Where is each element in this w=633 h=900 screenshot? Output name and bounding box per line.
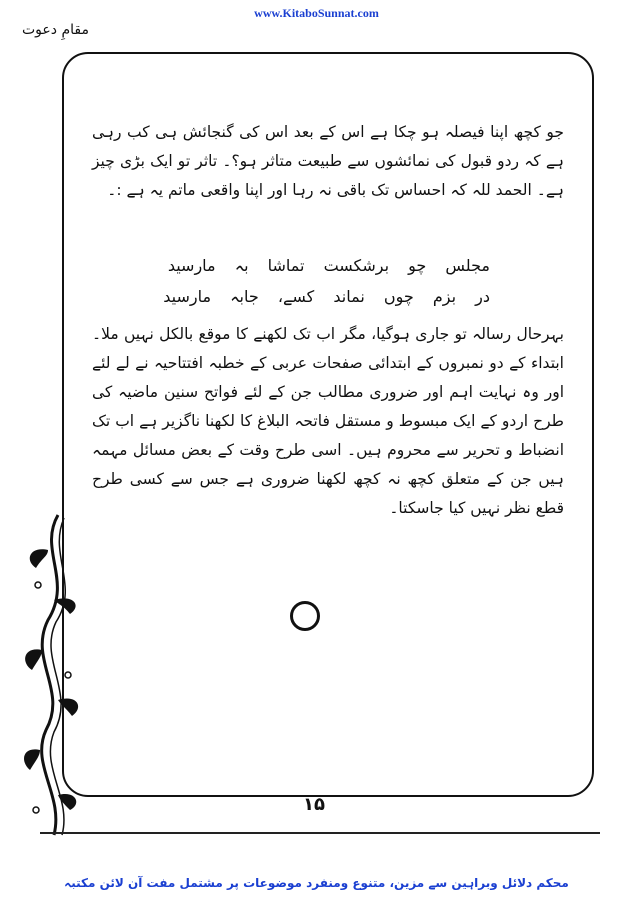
paragraph-1: جو کچھ اپنا فیصلہ ہو چکا ہے اس کے بعد اس کی گنجائش ہی کب رہی ہے کہ ردو قبول کی نمائشوں سے طبیعت متاثر ہو؟۔ تاثر تو ایک بڑی چیز ہے۔ الحمد للہ کہ احساس تک باقی نہ رہا اور اپنا واقعی ماتم یہ ہے :۔ [92, 123, 564, 199]
footer-library-text: محکم دلائل وبراہین سے مزین، متنوع ومنفرد موضوعات پر مشتمل مفت آن لائن مکتبہ [64, 876, 569, 890]
floral-vine-ornament [18, 510, 90, 840]
section-end-circle-icon [290, 601, 320, 631]
bottom-divider-line [40, 832, 600, 834]
verse-line-2: در بزم چوں نماند کسے، جابہ مارسید [163, 287, 490, 306]
paragraph-2: بہرحال رسالہ تو جاری ہوگیا، مگر اب تک لکھنے کا موقع بالکل نہیں ملا۔ ابتداء کے دو نمبروں کے ابتدائی صفحات عربی کے خطبہ افتتاحیہ نے لے لئے اور وہ نہایت اہم اور ضروری مطالب جن کے لئے فواتح سنین ماضیہ کی طرح اردو کے ایک مبسوط و مستقل فاتحہ البلاغ کا لکھنا ناگزیر ہے اب تک انضباط و تحریر سے محروم ہیں۔ اسی طرح وقت کے بعض مسائل مہمہ ہیں جن کے متعلق کچھ نہ کچھ لکھنا ضروری ہے جس سے کسی طرح قطع نظر نہیں کیا جاسکتا۔ [92, 325, 564, 517]
page-number: ۱۵ [303, 794, 325, 815]
verse-line-1: مجلس چو برشکست تماشا بہ مارسید [167, 256, 490, 275]
running-header-title: مقامِ دعوت [22, 22, 89, 38]
site-url-link[interactable]: www.KitaboSunnat.com [254, 6, 379, 20]
